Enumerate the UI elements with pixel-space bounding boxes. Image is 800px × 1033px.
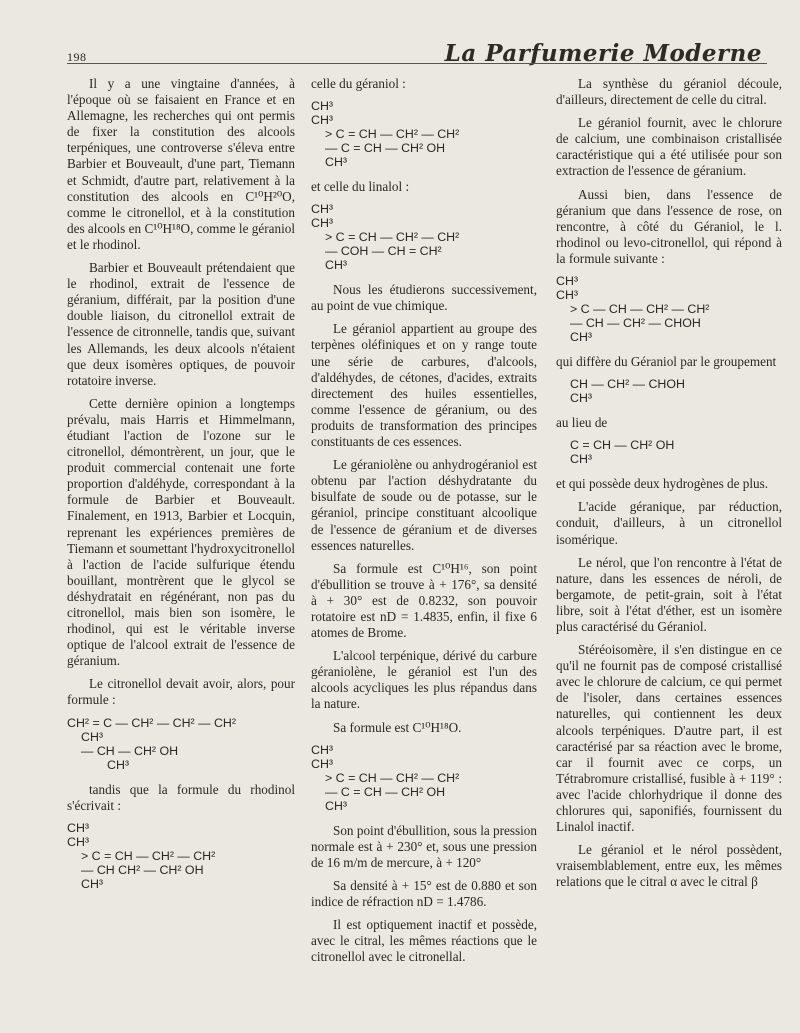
paragraph: Le citronellol devait avoir, alors, pour formule : — [67, 676, 295, 708]
paragraph: Son point d'ébullition, sous la pression normale est à + 230° et, sous une pression de 16 m/m de mercure, à + 120° — [311, 822, 537, 870]
paragraph: Barbier et Bouveault prétendaient que le rhodinol, extrait de l'essence de géranium, différait, par la position d'une double liaison, du citronellol extrait de l'essence de citronnelle, tandis que, suivant les Allemands, les deux alcools n'étaient que deux isomères optiques, de pouvoir rotatoire inverse. — [67, 260, 295, 388]
formula-line: CH³ — [570, 330, 593, 345]
formula-line: CH³ — [311, 113, 334, 128]
paragraph: Nous les étudierons successivement, au point de vue chimique. — [311, 282, 537, 314]
formula-line: CH³ — [325, 155, 348, 170]
geraniol-formula-2 — [311, 743, 537, 813]
paragraph: tandis que la formule du rhodinol s'écrivait : — [67, 781, 295, 813]
formula-line: CH³ — [67, 834, 90, 849]
page-number: 198 — [67, 50, 87, 64]
group-formula — [556, 377, 782, 405]
paragraph: Le géraniol fournit, avec le chlorure de calcium, une combinaison cristallisée caractéristique qui a été utilisée pour son extraction de l'essence de géranium. — [556, 115, 782, 179]
paragraph: Le géraniol appartient au groupe des terpènes oléfiniques et on y range toute une série de carbures, d'alcools, d'aldéhydes, de cétones, d'acides, extraits directement des huiles essentielles, comme l'essence de géranium, ou des produits de transformation des principes constituants de ces essences. — [311, 321, 537, 450]
formula-line: CH³ — [325, 258, 348, 273]
column-3 — [556, 76, 782, 897]
formula-line: CH³ — [570, 452, 593, 467]
paragraph: Sa formule est C¹⁰H¹⁶, son point d'ébullition se trouve à + 176°, sa densité à + 30° est de 0.8232, son pouvoir rotatoire est nD = 1.4835, enfin, il fixe 6 atomes de Brome. — [311, 560, 537, 641]
paragraph: Il est optiquement inactif et possède, avec le citral, les mêmes réactions que le citronellol avec le citronellal. — [311, 917, 537, 965]
paragraph: Le géraniolène ou anhydrogéraniol est obtenu par l'action déshydratante du bisulfate de soude ou de potasse, sur le géraniol, principe constituant alcoolique de l'essence de géranium et de diverses essences naturelles. — [311, 457, 537, 553]
formula-line: C = CH — CH² OH — [570, 438, 675, 453]
formula-line: — C = CH — CH² OH — [325, 141, 446, 156]
paragraph: et qui possède deux hydrogènes de plus. — [556, 476, 769, 492]
formula-line: > C — CH — CH² — CH² — [570, 302, 710, 317]
formula-line: CH³ — [81, 876, 104, 891]
levo-citronellol-formula — [556, 274, 782, 344]
formula-line: — C = CH — CH² OH — [325, 784, 446, 799]
paragraph: L'alcool terpénique, dérivé du carbure géraniolène, le géraniol est l'un des alcools acycliques les plus répandus dans la nature. — [311, 648, 537, 712]
formula-line: — CH CH² — CH² OH — [81, 862, 204, 877]
paragraph: au lieu de — [556, 415, 608, 431]
citronellol-formula — [67, 716, 295, 772]
formula-line: CH³ — [67, 820, 90, 835]
formula-line: CH² = C — CH² — CH² — CH² — [67, 715, 236, 730]
formula-line: > C = CH — CH² — CH² — [325, 127, 460, 142]
formula-line: > C = CH — CH² — CH² — [325, 770, 460, 785]
paragraph: L'acide géranique, par réduction, conduit, d'ailleurs, à un citronellol isomérique. — [556, 499, 782, 547]
formula-line: > C = CH — CH² — CH² — [325, 230, 460, 245]
column-2 — [311, 76, 537, 972]
paragraph: Stéréoisomère, il s'en distingue en ce qu'il ne fournit pas de composé cristallisé avec le chlorure de calcium, ce qui permet de l'isoler, dans certaines essences naturelles, qui contiennent les deux alcools terpéniques. D'autre part, il est caractérisé par sa réaction avec le brome, car il fournit avec ce corps, un Tétrabromure cristallisé, fusible à + 119° : avec l'acide chlorhydrique il donne des chlorures qui, saponifiés, fournissent du Linalol inactif. — [556, 642, 782, 835]
header-rule — [67, 63, 767, 64]
paragraph: Sa formule est C¹⁰H¹⁸O. — [333, 719, 462, 735]
paragraph: Le nérol, que l'on rencontre à l'état de nature, dans les essences de néroli, de bergamote, de petit-grain, soit à l'état libre, soit à l'état d'éther, est un isomère plus caractérisé du Géraniol. — [556, 554, 782, 634]
paragraph: La synthèse du géraniol découle, d'ailleurs, directement de celle du citral. — [556, 76, 782, 108]
formula-line: — CH — CH² OH — [81, 743, 179, 758]
formula-line: CH³ — [325, 798, 348, 813]
paragraph: Aussi bien, dans l'essence de géranium que dans l'essence de rose, on rencontre, à côté du Géraniol, le l. rhodinol ou levo-citronellol, qui répond à la formule suivante : — [556, 186, 782, 266]
formula-line: — COH — CH = CH² — [325, 244, 442, 259]
formula-line: CH³ — [311, 756, 334, 771]
formula-line: — CH — CH² — CHOH — [570, 316, 701, 331]
formula-line: CH³ — [311, 202, 334, 217]
formula-line: CH³ — [107, 757, 130, 772]
formula-line: > C = CH — CH² — CH² — [81, 848, 216, 863]
formula-line: CH — CH² — CHOH — [570, 377, 685, 392]
formula-line: CH³ — [311, 216, 334, 231]
formula-line: CH³ — [311, 742, 334, 757]
paragraph: Il y a une vingtaine d'années, à l'époque où se faisaient en France et en Allemagne, les recherches qui ont permis de fixer la constitution des alcools terpéniques, une controverse s'éleva entre Barbier et Bouveault, d'une part, Tiemann et Schmidt, d'autre part, relativement à la constitution des alcools en C¹⁰H²⁰O, comme le citronellol, et à la constitution des alcools en C¹⁰H¹⁸O, comme le géraniol et le rhodinol. — [67, 76, 295, 252]
formula-line: CH³ — [570, 391, 593, 406]
paragraph: Le géraniol et le nérol possèdent, vraisemblablement, entre eux, les mêmes relations que le citral α avec le citral β — [556, 842, 782, 890]
group-formula-2 — [556, 438, 782, 466]
formula-line: CH³ — [81, 729, 104, 744]
linalol-formula — [311, 202, 537, 272]
formula-line: CH³ — [556, 274, 579, 289]
paragraph: qui diffère du Géraniol par le groupement — [556, 354, 777, 370]
paragraph: et celle du linalol : — [311, 179, 410, 195]
paragraph: Sa densité à + 15° est de 0.880 et son indice de réfraction nD = 1.4786. — [311, 877, 537, 909]
formula-line: CH³ — [311, 99, 334, 114]
geraniol-formula — [311, 99, 537, 169]
journal-title: La Parfumerie Moderne — [444, 40, 762, 67]
rhodinol-formula — [67, 821, 295, 891]
paragraph: celle du géraniol : — [311, 76, 406, 91]
column-1 — [67, 76, 295, 901]
paragraph: Cette dernière opinion a longtemps prévalu, mais Harris et Himmelmann, étudiant l'action de l'ozone sur le citronellol, démontrèrent, un jour, que le produit commercial contenait une forte proportion d'aldéhyde, correspondant à la formule de Barbier et Bouveault. Finalement, en 1913, Barbier et Locquin, reprenant les expériences premières de Tiemann et soumettant l'hydroxycitronellol à l'action de l'acide sulfurique étendu bouillant, montrèrent que le glycol se déshydratait en régénérant, non pas du citronellol, mais bien son isomère, le rhodinol, qui est le véritable inverse optique de l'alcool extrait de l'essence de géranium. — [67, 395, 295, 669]
formula-line: CH³ — [556, 288, 579, 303]
